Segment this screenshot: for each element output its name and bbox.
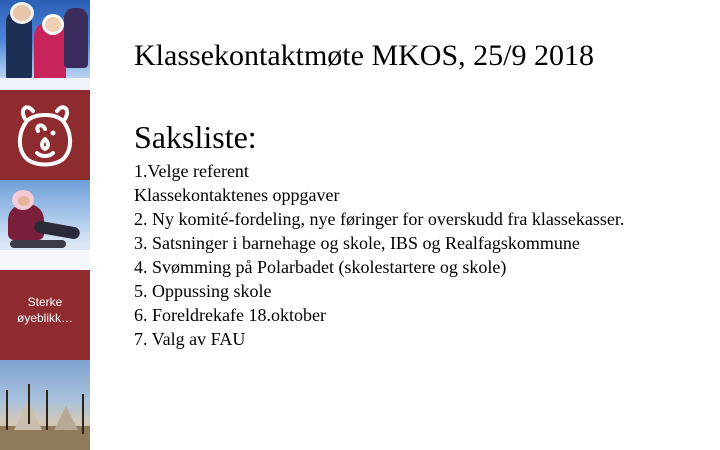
agenda-item: Klassekontaktenes oppgaver bbox=[134, 185, 340, 205]
slide-title: Klassekontaktmøte MKOS, 25/9 2018 bbox=[134, 39, 594, 72]
tagline-line-1: Sterke bbox=[27, 295, 63, 309]
sidebar-tagline bbox=[0, 270, 90, 360]
agenda-item: 4. Svømming på Polarbadet (skolestartere og skole) bbox=[134, 257, 507, 277]
photo-child-on-sled bbox=[0, 180, 90, 270]
agenda-item: 2. Ny komité-fordeling, nye føringer for overskudd fra klassekasser. bbox=[134, 209, 625, 229]
agenda-item: 6. Foreldrekafe 18.oktober bbox=[134, 305, 326, 325]
agenda-item: 7. Valg av FAU bbox=[134, 329, 246, 349]
sidebar bbox=[0, 0, 90, 450]
agenda-item: 1.Velge referent bbox=[134, 161, 249, 181]
agenda-item: 3. Satsninger i barnehage og skole, IBS og Realfagskommune bbox=[134, 233, 580, 253]
bear-logo-icon bbox=[0, 90, 90, 180]
agenda-heading: Saksliste: bbox=[134, 119, 257, 155]
agenda-list bbox=[134, 159, 624, 351]
photo-lavvo-camp bbox=[0, 360, 90, 450]
tagline-line-2: øyeblikk… bbox=[16, 311, 73, 325]
photo-children-in-snow bbox=[0, 0, 90, 90]
agenda-item: 5. Oppussing skole bbox=[134, 281, 272, 301]
